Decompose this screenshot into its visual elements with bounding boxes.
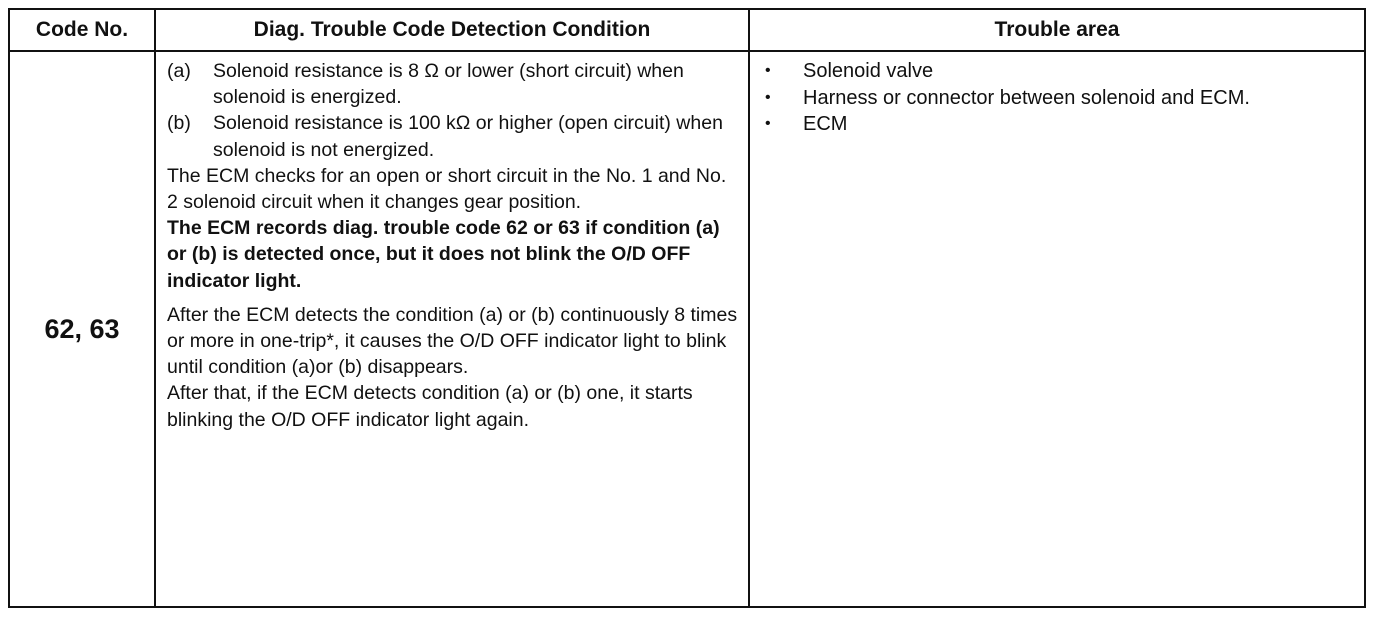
bullet-icon: • — [765, 115, 771, 132]
table-row — [9, 51, 1365, 607]
trouble-area-text: Harness or connector between solenoid and ECM. — [803, 86, 1250, 109]
condition-item-text: Solenoid resistance is 8 Ω or lower (short circuit) when solenoid is energized. — [213, 60, 684, 109]
condition-item-label: (b) — [167, 112, 191, 135]
condition-item-text: Solenoid resistance is 100 kΩ or higher (open circuit) when solenoid is not energized. — [213, 112, 723, 161]
header-code-no: Code No. — [9, 9, 155, 51]
bullet-icon: • — [765, 62, 771, 79]
header-detection-condition: Diag. Trouble Code Detection Condition — [155, 9, 749, 51]
trouble-area-text: Solenoid valve — [803, 60, 934, 82]
condition-item-label: (a) — [167, 60, 191, 82]
condition-paragraph-record: The ECM records diag. trouble code 62 or 63 if condition (a) or (b) is detected once, but it does not blink the O/D OFF indicator light. — [167, 217, 720, 292]
dtc-table — [8, 8, 1366, 608]
condition-cell — [155, 51, 749, 607]
condition-paragraph-check: The ECM checks for an open or short circuit in the No. 1 and No. 2 solenoid circuit when it changes gear position. — [167, 164, 727, 214]
trouble-area-item — [764, 85, 1356, 112]
trouble-area-cell — [749, 51, 1365, 607]
trouble-area-item — [764, 111, 1356, 138]
header-trouble-area: Trouble area — [749, 9, 1365, 51]
condition-item-a — [167, 58, 740, 110]
header-row — [9, 9, 1365, 51]
condition-paragraph-blink: After the ECM detects the condition (a) or (b) continuously 8 times or more in one-trip*, it causes the O/D OFF indicator light to blink until condition (a)or (b) disappears. — [167, 303, 738, 379]
trouble-area-text: ECM — [803, 113, 848, 135]
trouble-area-item — [764, 58, 1356, 85]
condition-paragraph-after: After that, if the ECM detects condition (a) or (b) one, it starts blinking the O/D OFF indicator light again. — [167, 382, 693, 431]
condition-item-b — [167, 110, 740, 162]
bullet-icon: • — [765, 88, 771, 106]
code-cell: 62, 63 — [9, 51, 155, 607]
